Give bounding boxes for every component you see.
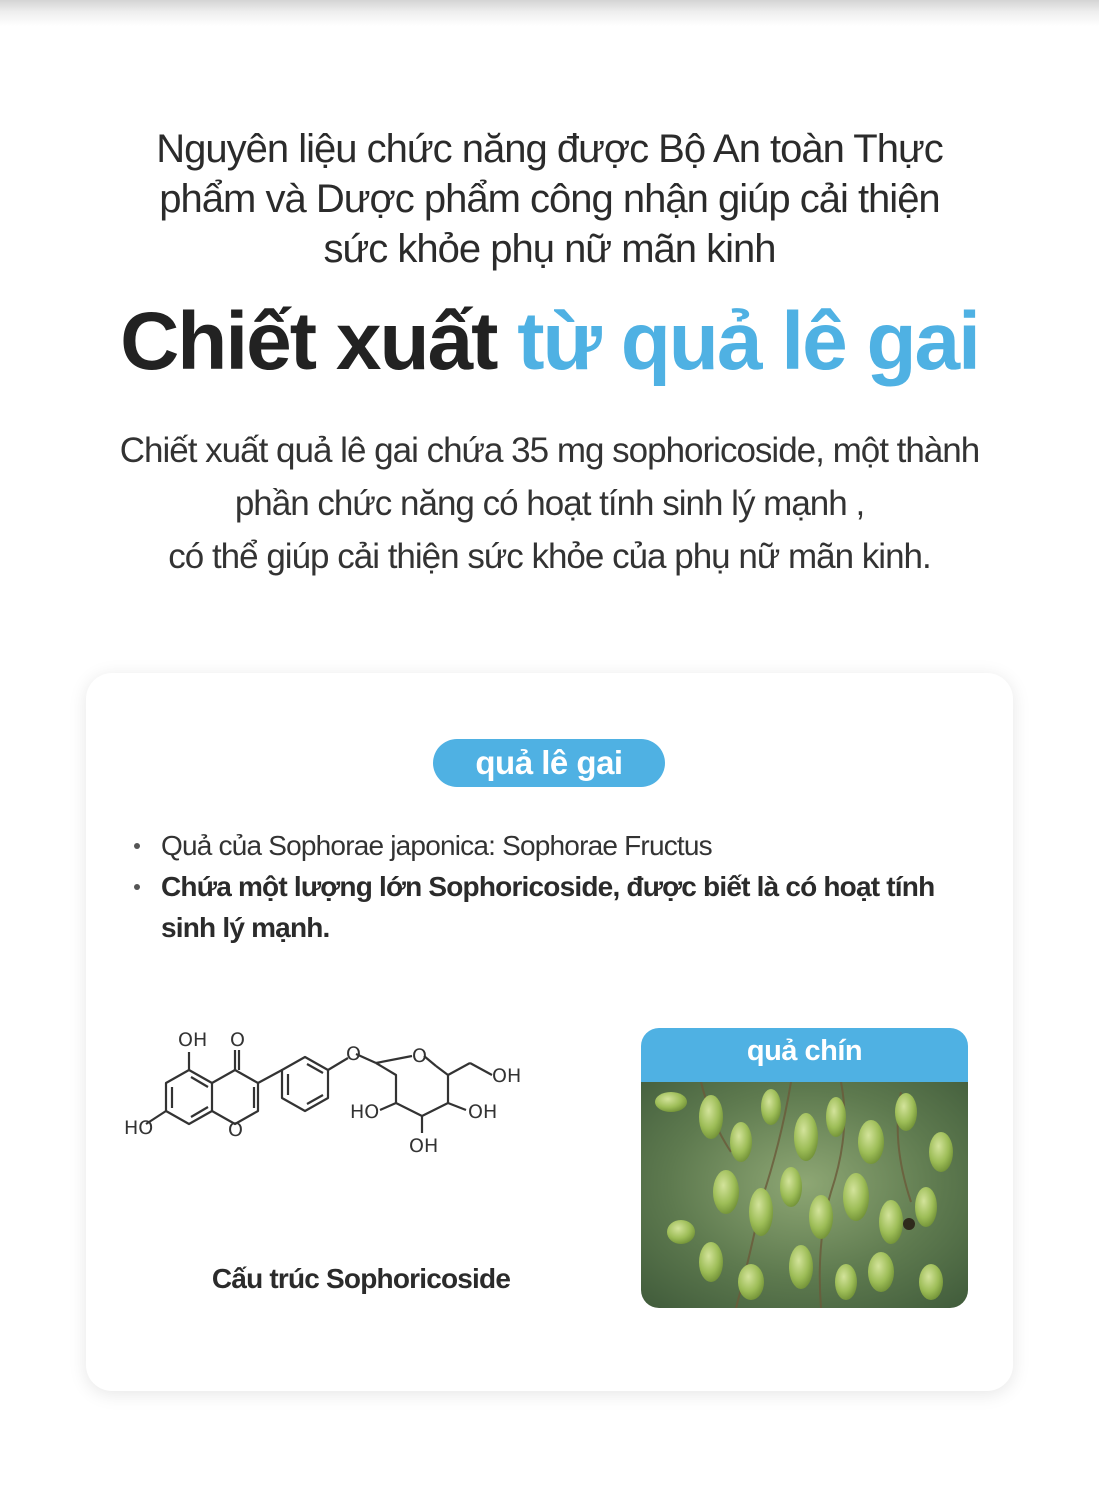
ripe-fruit-panel bbox=[641, 1028, 968, 1308]
intro-line-3: sức khỏe phụ nữ mãn kinh bbox=[323, 227, 776, 271]
label-o-link: O bbox=[346, 1043, 361, 1065]
ingredient-card bbox=[86, 673, 1013, 1391]
description-line-3: có thể giúp cải thiện sức khỏe của phụ nữ mãn kinh. bbox=[168, 537, 931, 576]
intro-line-2: phẩm và Dược phẩm công nhận giúp cải thiện bbox=[159, 177, 940, 221]
description-line-1: Chiết xuất quả lê gai chứa 35 mg sophoricoside, một thành bbox=[119, 431, 980, 470]
bullet-item: Quả của Sophorae japonica: Sophorae Fructus bbox=[134, 825, 974, 866]
label-o-ring: O bbox=[228, 1119, 243, 1141]
label-o-keto: O bbox=[230, 1029, 245, 1051]
top-shadow bbox=[0, 0, 1099, 26]
headline-part-2: từ quả lê gai bbox=[517, 296, 979, 387]
label-oh-sugar-right: OH bbox=[468, 1101, 498, 1123]
label-oh-sugar-bottom: OH bbox=[409, 1135, 439, 1157]
label-oh-top: OH bbox=[178, 1029, 208, 1051]
intro-line-1: Nguyên liệu chức năng được Bộ An toàn Thực bbox=[156, 127, 943, 171]
label-oh-ch2: OH bbox=[492, 1065, 522, 1087]
ingredient-pill: quả lê gai bbox=[433, 739, 665, 787]
headline-part-1: Chiết xuất bbox=[120, 296, 497, 387]
label-o-sugar: O bbox=[412, 1045, 427, 1067]
description-line-2: phần chức năng có hoạt tính sinh lý mạnh , bbox=[234, 484, 865, 523]
intro-heading bbox=[0, 124, 1099, 274]
label-ho-sugar: HO bbox=[350, 1101, 380, 1123]
sophoricoside-structure-diagram bbox=[124, 1018, 594, 1178]
description bbox=[0, 424, 1099, 583]
molecule-caption: Cấu trúc Sophoricoside bbox=[211, 1263, 511, 1294]
ingredient-bullets bbox=[134, 825, 974, 948]
label-ho-left: HO bbox=[124, 1117, 154, 1139]
bullet-item: Chứa một lượng lớn Sophoricoside, được biết là có hoạt tính sinh lý mạnh. bbox=[134, 866, 974, 948]
ripe-fruit-label: quả chín bbox=[641, 1028, 968, 1082]
sophora-fruit-photo bbox=[641, 1082, 968, 1308]
headline bbox=[0, 292, 1099, 392]
